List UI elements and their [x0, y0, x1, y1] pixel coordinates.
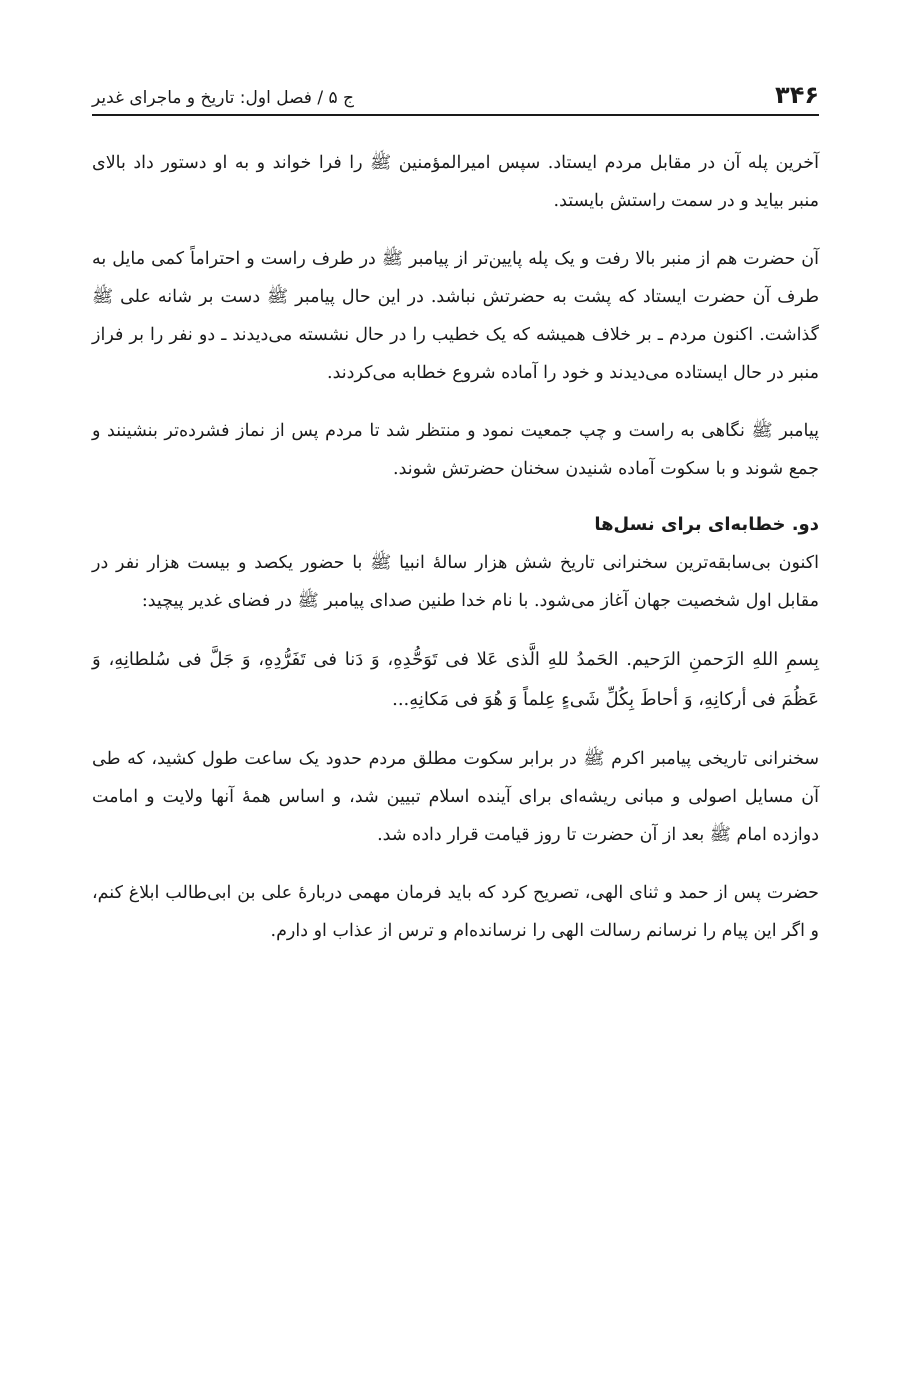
- running-title: ج ۵ / فصل اول: تاریخ و ماجرای غدیر: [92, 88, 355, 108]
- paragraph: آخرین پله آن در مقابل مردم ایستاد. سپس امیرالمؤمنین ﷺ را فرا خواند و به او دستور داد بالای منبر بیاید و در سمت راستش بایستد.: [92, 153, 819, 211]
- paragraph: سخنرانی تاریخی پیامبر اکرم ﷺ در برابر سکوت مطلق مردم حدود یک ساعت طول کشید، که طی آن مسایل اصولی و مبانی ریشه‌ای برای آینده اسلام تبیین شد، و اساس همهٔ آنها ولایت و امامت دوازده امام ﷺ بعد از آن حضرت تا روز قیامت قرار داده شد.: [92, 749, 819, 845]
- paragraph: آن حضرت هم از منبر بالا رفت و یک پله پایین‌تر از پیامبر ﷺ در طرف راست و احتراماً کمی مایل به طرف آن حضرت ایستاد که پشت به حضرتش نباشد. در این حال پیامبر ﷺ دست بر شانه علی ﷺ گذاشت. اکنون مردم ـ بر خلاف همیشه که یک خطیب را در حال نشسته می‌دیدند ـ دو نفر را بر فراز منبر در حال ایستاده می‌دیدند و خود را آماده شروع خطابه می‌کردند.: [92, 249, 819, 383]
- book-page: [92, 66, 819, 970]
- paragraph: حضرت پس از حمد و ثنای الهی، تصریح کرد که باید فرمان مهمی دربارهٔ علی بن ابی‌طالب ابلاغ کنم، و اگر این پیام را نرسانم رسالت الهی را نرسانده‌ام و ترس از عذاب او دارم.: [92, 883, 819, 941]
- page-header: [92, 66, 819, 116]
- page-body: [92, 144, 819, 950]
- arabic-quote: بِسمِ اللهِ الرَحمنِ الرَحیم. الحَمدُ للهِ الَّذی عَلا فی تَوَحُّدِهِ، وَ دَنا فی تَفَرُّدِهِ، وَ جَلَّ فی سُلطانِهِ، وَ عَظُمَ فی أرکانِهِ، وَ أحاطَ بِکُلِّ شَیءٍ عِلماً وَ هُوَ فی مَکانِهِ...: [92, 649, 819, 710]
- paragraph: پیامبر ﷺ نگاهی به راست و چپ جمعیت نمود و منتظر شد تا مردم پس از نماز فشرده‌تر بنشینند و جمع شوند و با سکوت آماده شنیدن سخنان حضرتش شوند.: [92, 421, 819, 479]
- paragraph: اکنون بی‌سابقه‌ترین سخنرانی تاریخ شش هزار سالهٔ انبیا ﷺ با حضور یکصد و بیست هزار نفر در مقابل اول شخصیت جهان آغاز می‌شود. با نام خدا طنین صدای پیامبر ﷺ در فضای غدیر پیچید:: [92, 553, 819, 611]
- section-heading: دو. خطابه‌ای برای نسل‌ها: [594, 514, 819, 535]
- page-number: ۳۴۶: [775, 81, 819, 109]
